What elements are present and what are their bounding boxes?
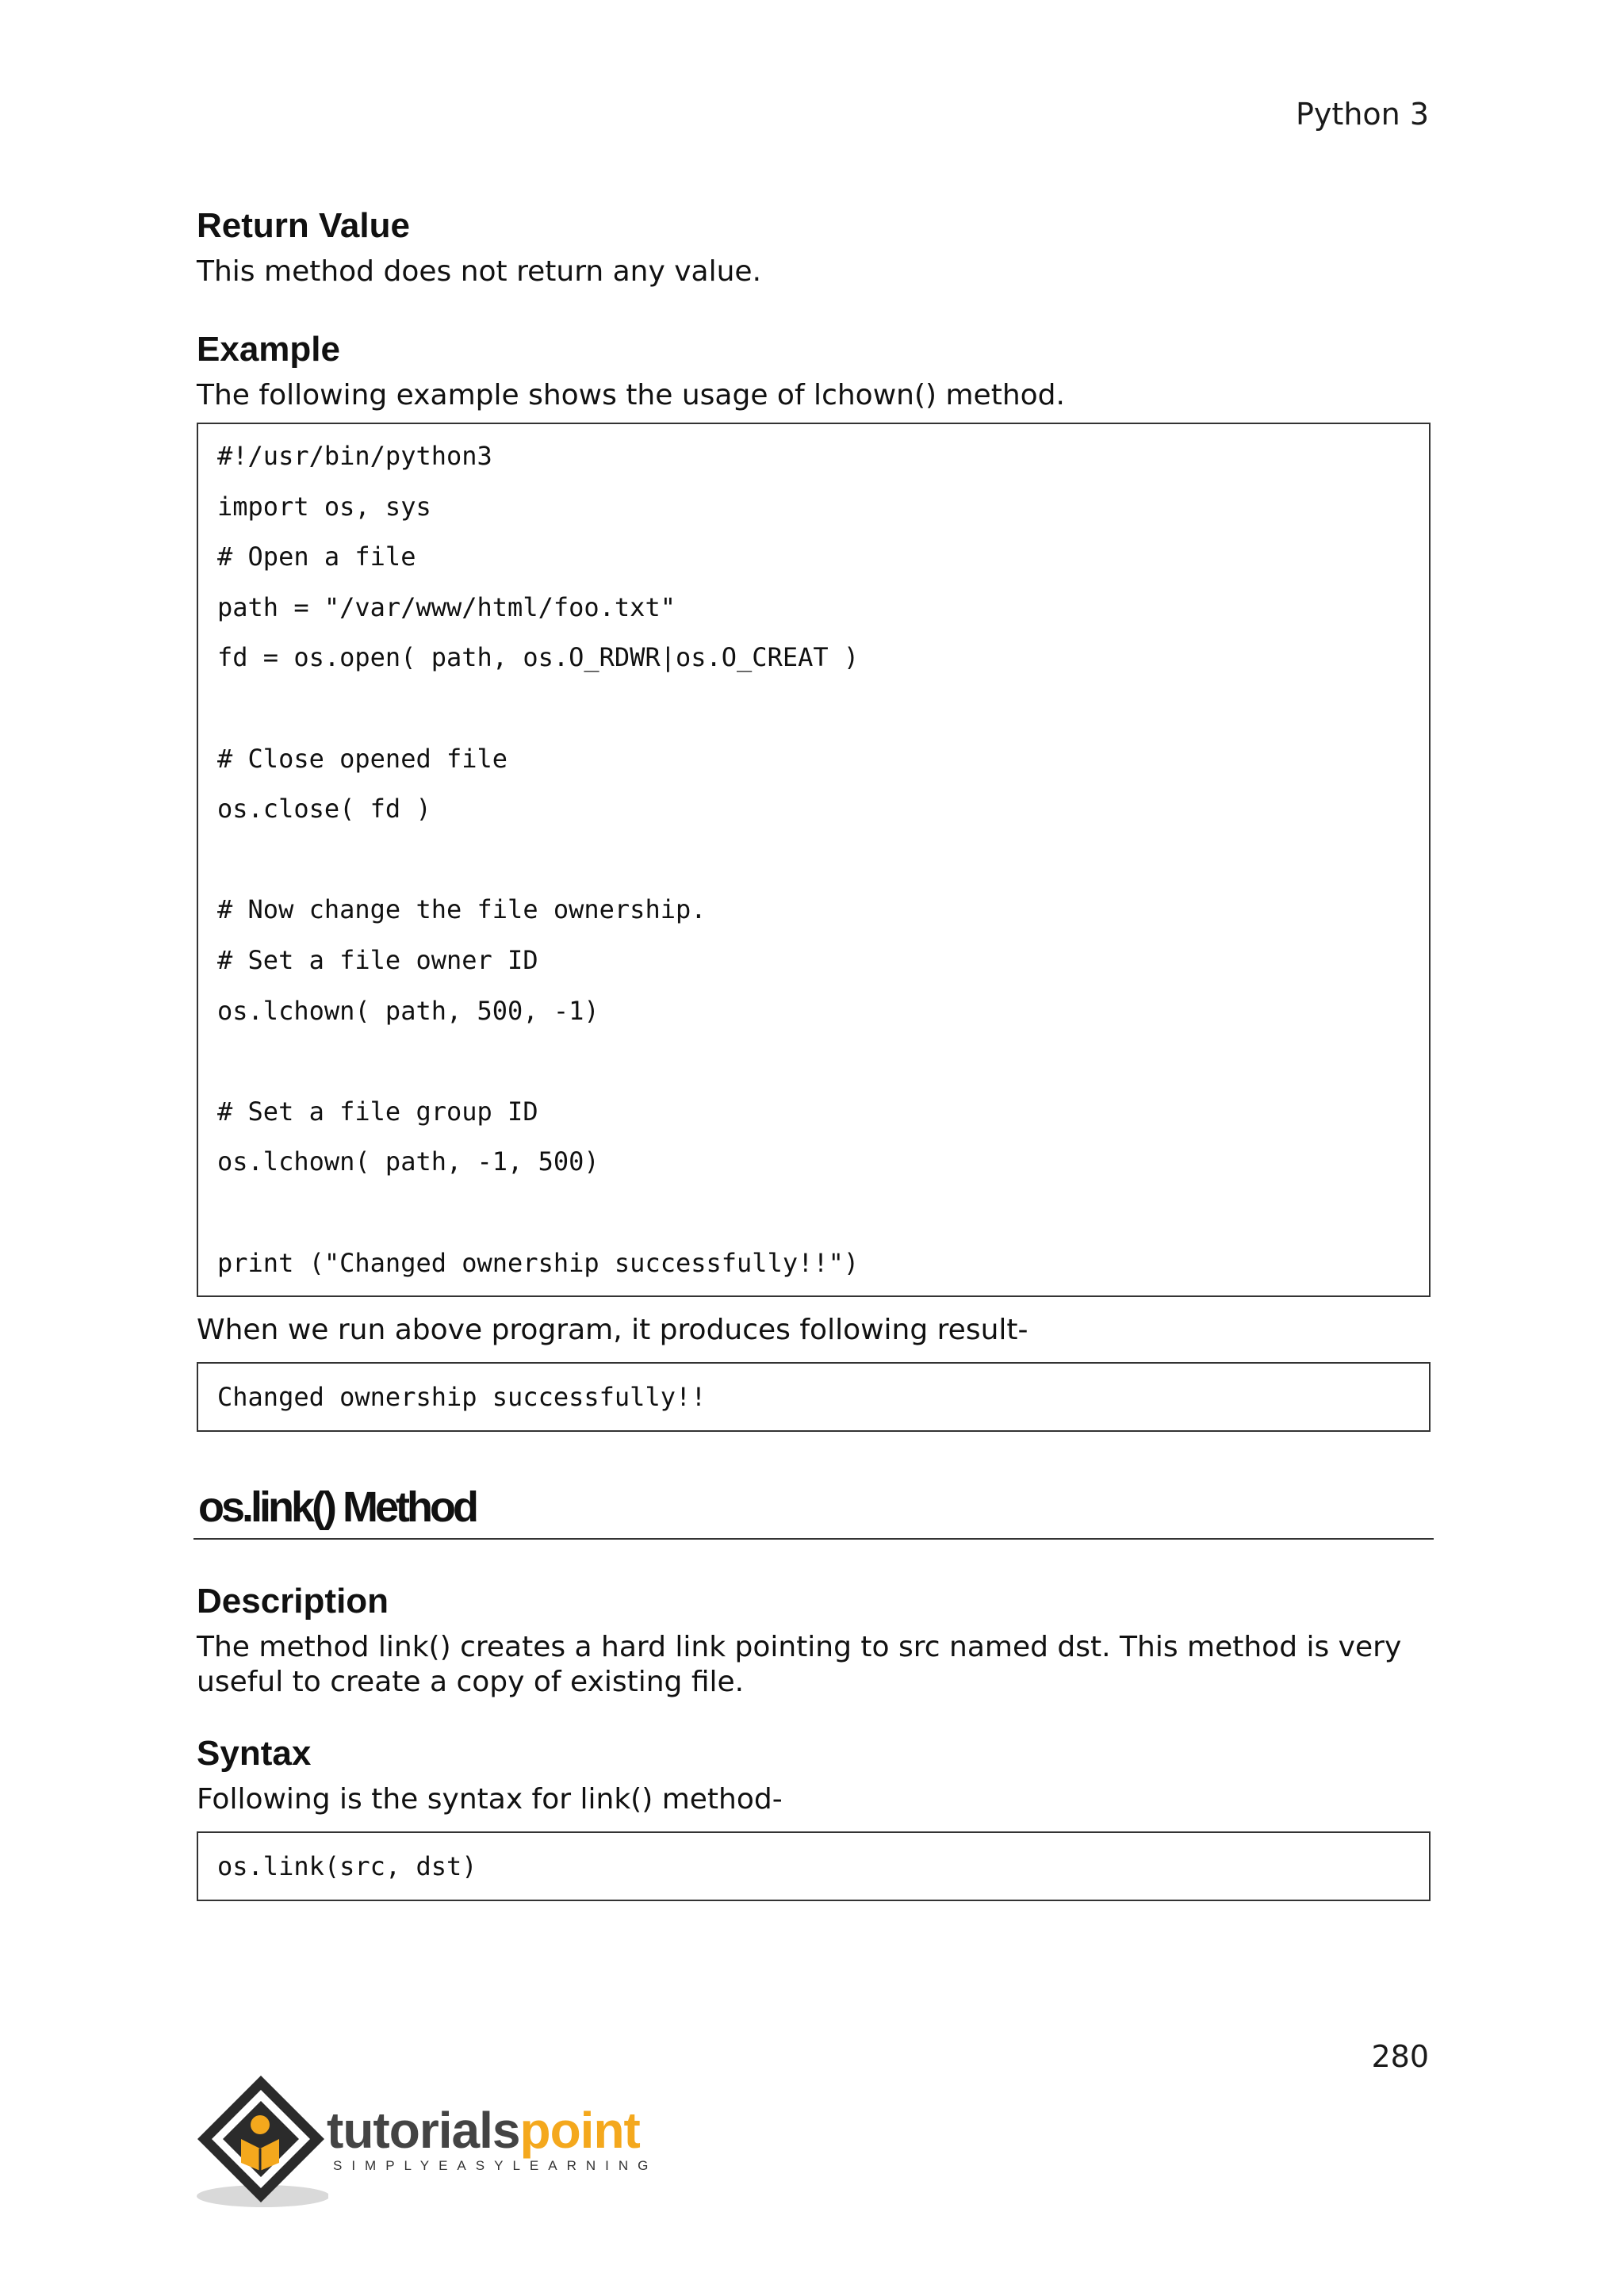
syntax-code-block — [197, 1831, 1431, 1901]
description-heading: Description — [197, 1582, 389, 1621]
code-line: path = "/var/www/html/foo.txt" — [217, 591, 676, 622]
code-line — [217, 683, 1410, 734]
page-content — [197, 202, 1431, 1901]
code-line: fd = os.open( path, os.O_RDWR|os.O_CREAT ) — [217, 642, 860, 673]
example-intro: The following example shows the usage of lchown() method. — [197, 379, 1065, 411]
code-line: # Set a file group ID — [217, 1096, 538, 1127]
tutorialspoint-logo — [193, 2069, 661, 2212]
code-line: # Close opened file — [217, 743, 508, 774]
code-line: print ("Changed ownership successfully!!") — [217, 1247, 860, 1278]
syntax-heading: Syntax — [197, 1734, 312, 1774]
return-value-heading: Return Value — [197, 206, 410, 245]
example-heading: Example — [197, 330, 340, 369]
description-text: The method link() creates a hard link pointing to src named dst. This method is very useful to create a copy of existing file. — [197, 1631, 1402, 1699]
code-line: # Now change the file ownership. — [217, 894, 707, 925]
code-line — [217, 835, 1410, 886]
title-underline — [193, 1538, 1434, 1540]
code-line: os.lchown( path, 500, -1) — [217, 995, 599, 1026]
example-code-block — [197, 423, 1431, 1297]
method-title-block — [197, 1479, 1431, 1540]
syntax-intro: Following is the syntax for link() method- — [197, 1783, 783, 1816]
code-line: # Open a file — [217, 541, 416, 572]
logo-emblem-icon — [193, 2069, 328, 2212]
code-line: import os, sys — [217, 491, 431, 522]
method-title: os.link() Method — [198, 1483, 476, 1532]
code-line: # Set a file owner ID — [217, 944, 538, 975]
page-number: 280 — [1371, 2039, 1429, 2074]
result-intro: When we run above program, it produces following result- — [197, 1314, 1028, 1347]
running-header: Python 3 — [1296, 97, 1429, 132]
return-value-text: This method does not return any value. — [197, 255, 762, 288]
code-line — [217, 1036, 1410, 1087]
code-line: #!/usr/bin/python3 — [217, 441, 492, 471]
result-output-line: Changed ownership successfully!! — [217, 1382, 707, 1413]
code-line: os.lchown( path, -1, 500) — [217, 1146, 599, 1177]
code-line — [217, 1188, 1410, 1238]
logo-wordmark: tutorialspoint — [327, 2102, 640, 2159]
result-output-block — [197, 1362, 1431, 1432]
code-line: os.close( fd ) — [217, 794, 431, 825]
syntax-code-line: os.link(src, dst) — [217, 1851, 477, 1882]
logo-tagline: SIMPLYEASYLEARNING — [333, 2158, 658, 2173]
